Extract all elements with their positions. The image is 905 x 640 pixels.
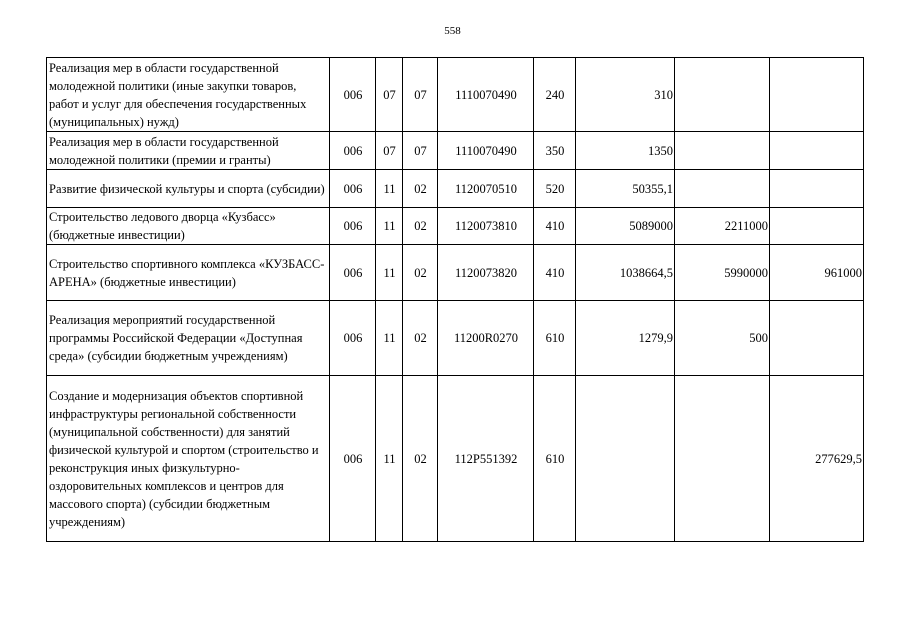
ministry-code: 006 [330,208,376,245]
amount-1: 310 [576,58,675,132]
amount-1 [576,376,675,542]
amount-2 [675,170,770,208]
ministry-code: 006 [330,132,376,170]
section-code: 11 [376,376,403,542]
section-code: 11 [376,301,403,376]
table-row [47,170,864,208]
amount-3 [770,301,864,376]
amount-3 [770,208,864,245]
budget-table [46,57,864,542]
target-article-code: 1110070490 [438,58,534,132]
target-article-code: 1120073810 [438,208,534,245]
amount-3 [770,132,864,170]
amount-1: 1038664,5 [576,245,675,301]
table-row [47,376,864,542]
target-article-code: 11200R0270 [438,301,534,376]
ministry-code: 006 [330,376,376,542]
expense-type-code: 410 [534,208,576,245]
row-name: Создание и модернизация объектов спортивной инфраструктуры региональной собственности (муниципальной собственности) для занятий физической культурой и спортом (строительство и реконструкция иных физкультурно-оздоровительных комплексов и центров для массового спорта) (субсидии бюджетным учреждениям) [47,376,330,542]
amount-2 [675,58,770,132]
subsection-code: 02 [403,245,438,301]
ministry-code: 006 [330,245,376,301]
section-code: 11 [376,208,403,245]
expense-type-code: 240 [534,58,576,132]
target-article-code: 1120073820 [438,245,534,301]
ministry-code: 006 [330,58,376,132]
row-name: Реализация мер в области государственной молодежной политики (премии и гранты) [47,132,330,170]
section-code: 07 [376,58,403,132]
section-code: 11 [376,170,403,208]
expense-type-code: 410 [534,245,576,301]
subsection-code: 07 [403,132,438,170]
amount-3 [770,170,864,208]
table-row [47,301,864,376]
amount-3 [770,58,864,132]
subsection-code: 02 [403,301,438,376]
amount-1: 5089000 [576,208,675,245]
target-article-code: 1110070490 [438,132,534,170]
amount-2: 2211000 [675,208,770,245]
row-name: Реализация мероприятий государственной программы Российской Федерации «Доступная среда» (субсидии бюджетным учреждениям) [47,301,330,376]
ministry-code: 006 [330,170,376,208]
amount-1: 50355,1 [576,170,675,208]
table-row [47,132,864,170]
amount-2: 5990000 [675,245,770,301]
amount-3: 961000 [770,245,864,301]
subsection-code: 02 [403,376,438,542]
amount-2 [675,132,770,170]
row-name: Реализация мер в области государственной молодежной политики (иные закупки товаров, работ и услуг для обеспечения государственных (муниципальных) нужд) [47,58,330,132]
row-name: Строительство спортивного комплекса «КУЗБАСС-АРЕНА» (бюджетные инвестиции) [47,245,330,301]
target-article-code: 1120070510 [438,170,534,208]
table-row [47,245,864,301]
page-number: 558 [444,25,461,37]
section-code: 07 [376,132,403,170]
table-row [47,58,864,132]
expense-type-code: 610 [534,376,576,542]
amount-2 [675,376,770,542]
expense-type-code: 350 [534,132,576,170]
table-row [47,208,864,245]
amount-3: 277629,5 [770,376,864,542]
row-name: Развитие физической культуры и спорта (субсидии) [47,170,330,208]
subsection-code: 02 [403,170,438,208]
expense-type-code: 610 [534,301,576,376]
target-article-code: 112P551392 [438,376,534,542]
amount-1: 1350 [576,132,675,170]
ministry-code: 006 [330,301,376,376]
section-code: 11 [376,245,403,301]
subsection-code: 07 [403,58,438,132]
subsection-code: 02 [403,208,438,245]
amount-2: 500 [675,301,770,376]
amount-1: 1279,9 [576,301,675,376]
row-name: Строительство ледового дворца «Кузбасс» (бюджетные инвестиции) [47,208,330,245]
expense-type-code: 520 [534,170,576,208]
